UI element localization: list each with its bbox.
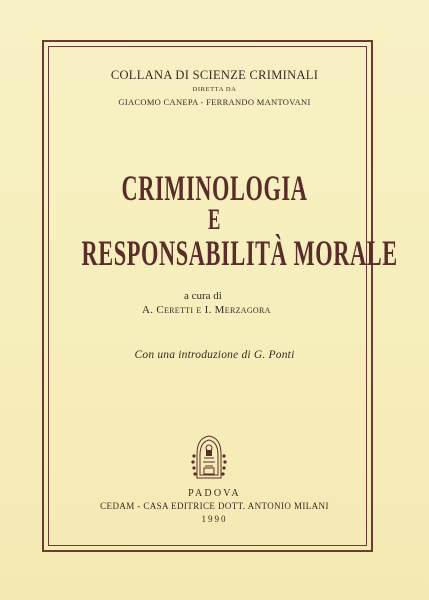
book-title-line-2: E (207, 203, 222, 236)
curated-by-label: a cura di (184, 290, 222, 302)
book-title-line-3: RESPONSABILITÀ MORALE (81, 233, 398, 273)
curators (142, 304, 271, 316)
book-title-line-1: CRIMINOLOGIA (121, 168, 308, 208)
directed-by-label: DIRETTA DA (192, 86, 237, 93)
publication-year: 1990 (201, 514, 228, 524)
series-title: COLLANA DI SCIENZE CRIMINALI (110, 68, 319, 82)
publisher-name: CEDAM - CASA EDITRICE DOTT. ANTONIO MILANI (100, 501, 329, 511)
publisher-emblem-icon (189, 434, 229, 480)
publisher-city: PADOVA (188, 488, 241, 499)
introduction-credit: Con una introduzione di G. Ponti (134, 349, 295, 361)
curators-names: A. Ceretti e I. Merzagora (142, 304, 271, 316)
series-editors: GIACOMO CANEPA - FERRANDO MANTOVANI (118, 97, 311, 107)
